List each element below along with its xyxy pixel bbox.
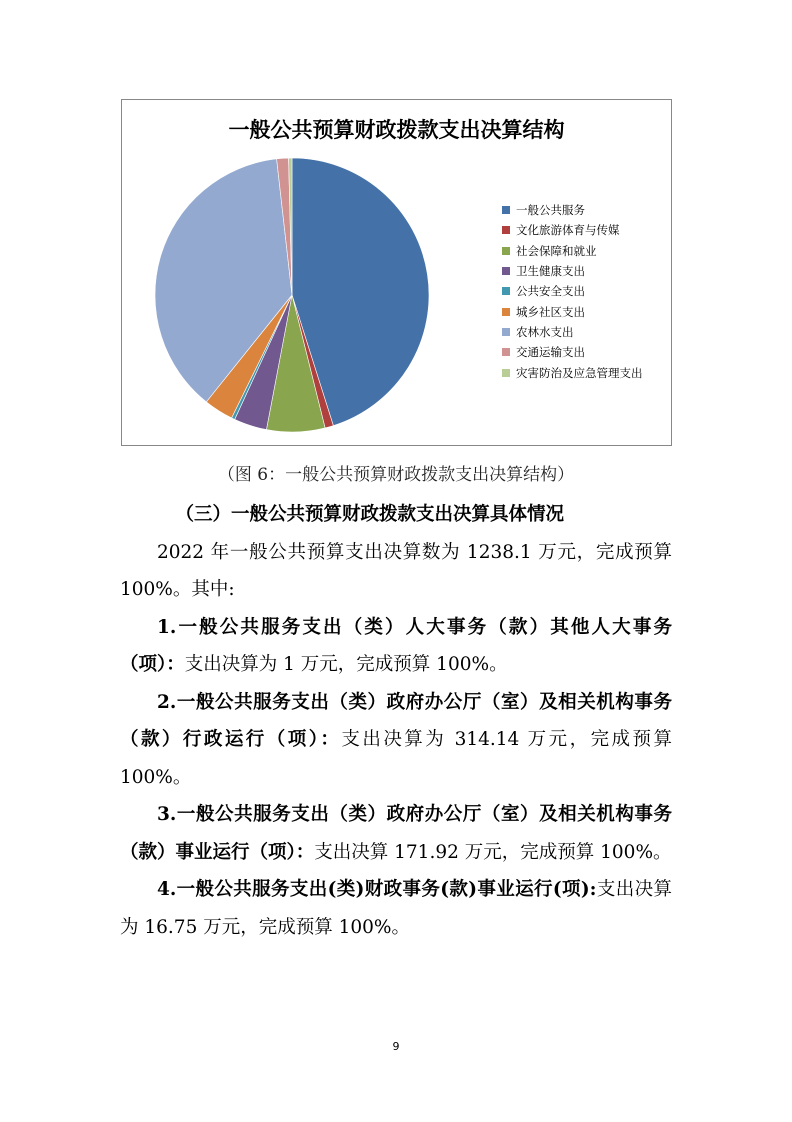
legend-swatch [502,348,510,356]
pie-plot [152,155,432,435]
legend-swatch [502,206,510,214]
legend-label: 农林水支出 [516,324,574,339]
page-number: 9 [392,1040,400,1053]
item-paragraph [120,871,672,946]
legend-item [502,301,643,321]
legend-swatch [502,308,510,316]
legend-swatch [502,369,510,377]
figure-caption: （图 6：一般公共预算财政拨款支出决算结构） [217,465,575,485]
legend-item [502,281,643,301]
section-heading: （三）一般公共预算财政拨款支出决算具体情况 [175,504,565,525]
legend-label: 一般公共服务 [516,203,585,218]
legend-swatch [502,287,510,295]
chart-title: 一般公共预算财政拨款支出决算结构 [228,118,565,142]
legend-swatch [502,267,510,275]
legend-swatch [502,328,510,336]
item-paragraph [120,609,672,684]
legend-item [502,322,643,342]
item-heading: 2.一般公共服务支出（类）政府办公厅（室）及相关机构事务（款）行政运行（项）： [120,691,672,750]
legend-label: 交通运输支出 [516,345,585,360]
legend-item [502,200,643,220]
legend-item [502,362,643,382]
legend-label: 城乡社区支出 [516,304,585,319]
body-text [120,496,672,946]
chart-legend [502,200,643,383]
item-text: 支出决算为 16.75 万元，完成预算 100%。 [120,879,672,938]
legend-label: 公共安全支出 [516,284,585,299]
legend-swatch [502,226,510,234]
legend-item [502,241,643,261]
item-heading: 4.一般公共服务支出(类)财政事务(款)事业运行(项): [157,879,597,900]
legend-item [502,261,643,281]
intro-paragraph: 2022 年一般公共预算支出决算数为 1238.1 万元，完成预算 100%。其中: [120,541,672,600]
item-heading: 1.一般公共服务支出（类）人大事务（款）其他人大事务（项）： [120,616,672,675]
legend-item [502,342,643,362]
item-text: 支出决算 171.92 万元，完成预算 100%。 [314,841,672,863]
legend-label: 灾害防治及应急管理支出 [516,365,643,380]
legend-swatch [502,247,510,255]
item-heading: 3.一般公共服务支出（类）政府办公厅（室）及相关机构事务（款）事业运行（项）： [120,804,672,863]
item-paragraph [120,796,672,871]
item-paragraph [120,684,672,797]
item-text: 支出决算为 1 万元，完成预算 100%。 [184,654,508,675]
pie-chart [121,99,672,446]
legend-label: 文化旅游体育与传媒 [516,223,620,238]
item-text: 支出决算为 314.14 万元，完成预算 100%。 [120,729,672,788]
legend-label: 卫生健康支出 [516,264,585,279]
legend-item [502,220,643,240]
legend-label: 社会保障和就业 [516,243,597,258]
